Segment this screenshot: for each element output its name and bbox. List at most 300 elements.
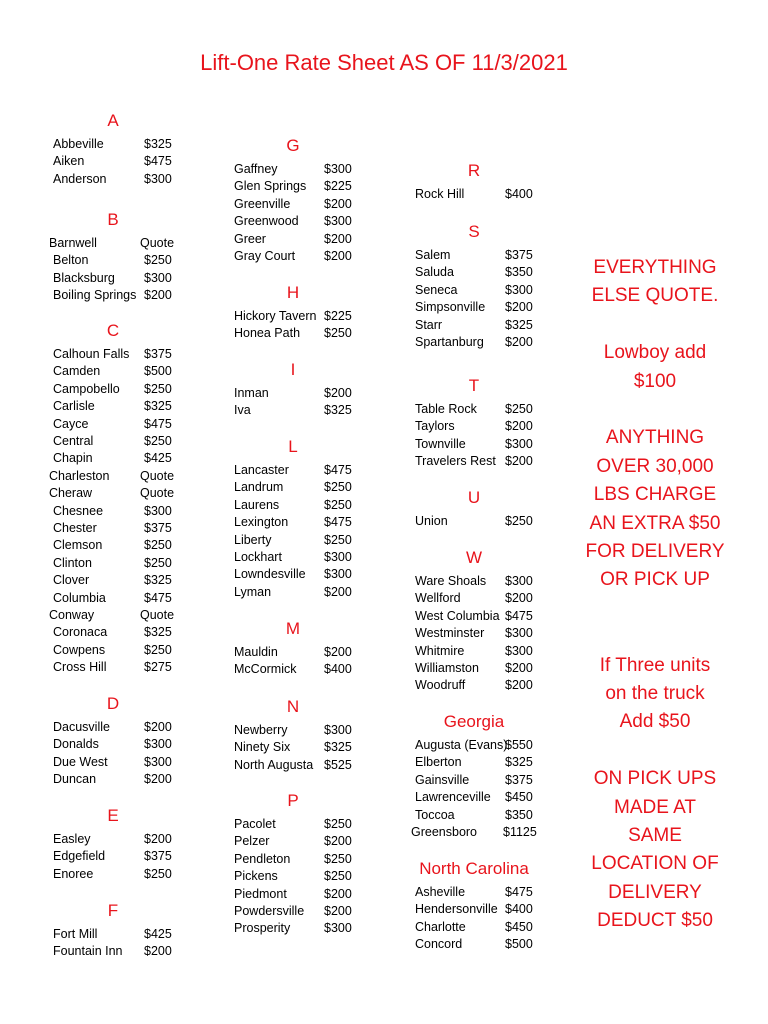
rate-price: $200: [324, 386, 352, 400]
city-name: Gainsville: [415, 772, 470, 787]
rate-price: $250: [144, 866, 172, 881]
rate-price: $250: [144, 555, 172, 570]
rate-price: $475: [505, 885, 533, 899]
city-name: Woodruff: [415, 678, 466, 693]
rate-row: [415, 789, 555, 806]
city-name: Abbeville: [53, 137, 104, 151]
rate-row: [53, 381, 194, 398]
rate-price: $250: [324, 869, 352, 884]
rate-row: [415, 334, 555, 351]
rate-row: [234, 402, 374, 419]
rate-row: [234, 479, 374, 496]
rate-price: $550: [505, 738, 533, 752]
rate-price: $200: [324, 249, 352, 263]
city-name: Powdersville: [234, 904, 305, 918]
note-line: DEDUCT $50: [597, 910, 713, 932]
note-line: SAME: [628, 825, 682, 847]
city-name: Cross Hill: [53, 660, 107, 675]
city-name: Fountain Inn: [53, 944, 123, 959]
rate-row: [415, 186, 555, 203]
rate-price: $375: [144, 521, 172, 535]
rate-price: $200: [144, 772, 172, 787]
section-heading: H: [286, 283, 300, 302]
rate-price: $250: [144, 381, 172, 396]
city-name: Westminster: [415, 626, 485, 641]
rate-price: $250: [324, 817, 352, 831]
rate-price: $300: [324, 567, 352, 582]
rate-price: $1125: [503, 825, 537, 839]
city-name: Seneca: [415, 282, 458, 297]
rate-row: [415, 737, 555, 754]
city-name: North Augusta: [234, 757, 314, 772]
rate-row: [415, 299, 555, 316]
city-name: Pacolet: [234, 817, 276, 831]
city-name: Hickory Tavern: [234, 309, 317, 323]
rate-price: $475: [324, 463, 352, 477]
city-name: Carlisle: [53, 399, 95, 414]
rate-price: $375: [505, 248, 533, 262]
section-heading: T: [468, 376, 480, 395]
rate-row: [415, 513, 555, 530]
city-name: Boiling Springs: [53, 288, 137, 303]
city-name: Gray Court: [234, 249, 296, 263]
rate-row: [415, 590, 555, 607]
city-name: Belton: [53, 253, 89, 268]
city-name: Enoree: [53, 866, 94, 881]
rate-row: [234, 868, 374, 885]
rate-row: [53, 736, 194, 753]
rate-row: [234, 178, 374, 195]
section-heading: A: [107, 111, 119, 130]
rate-price: $400: [324, 662, 352, 677]
rate-row: [415, 936, 555, 953]
rate-price: $200: [505, 454, 533, 469]
city-name: Fort Mill: [53, 927, 98, 941]
note-line: OR PICK UP: [600, 569, 710, 591]
rate-row: [234, 532, 374, 549]
rate-price: $250: [144, 253, 172, 268]
section-heading: R: [467, 161, 481, 180]
rate-row: [415, 901, 555, 918]
rate-price: $325: [324, 403, 352, 418]
rate-row: [53, 433, 194, 450]
rate-row: [53, 287, 194, 304]
rate-row: [53, 590, 194, 607]
city-name: Easley: [53, 832, 91, 846]
rate-price: $300: [505, 643, 533, 658]
rate-row: [53, 520, 194, 537]
section-heading: I: [290, 360, 296, 379]
city-name: Piedmont: [234, 886, 287, 901]
city-name: Taylors: [415, 419, 455, 434]
city-name: Charlotte: [415, 919, 466, 934]
rate-price: $250: [324, 480, 352, 495]
city-name: Elberton: [415, 755, 462, 770]
city-name: Newberry: [234, 723, 288, 737]
rate-price: $300: [144, 754, 172, 769]
section-heading: M: [285, 619, 301, 638]
city-name: Saluda: [415, 265, 454, 280]
city-name: Landrum: [234, 480, 284, 495]
rate-price: $300: [324, 550, 352, 564]
note-line: $100: [633, 370, 677, 392]
city-name: Honea Path: [234, 326, 301, 341]
rate-price: $300: [144, 737, 172, 752]
note-line: DELIVERY: [608, 881, 702, 903]
rate-row: [234, 325, 374, 342]
city-name: Wellford: [415, 591, 461, 606]
rate-row: [53, 866, 194, 883]
city-name: Ware Shoals: [415, 574, 487, 588]
rate-row: [53, 754, 194, 771]
rate-row: [53, 398, 194, 415]
rate-price: $250: [144, 538, 172, 553]
city-name: Inman: [234, 386, 269, 400]
rate-price: $325: [144, 625, 172, 640]
rate-row: [415, 436, 555, 453]
rate-row: [49, 607, 194, 624]
rate-price: $400: [505, 187, 533, 201]
rate-row: [415, 772, 555, 789]
rate-price: $200: [505, 335, 533, 349]
note-line: LBS CHARGE: [593, 484, 717, 506]
city-name: Duncan: [53, 772, 97, 787]
rate-price: $200: [144, 720, 172, 734]
rate-price: $300: [324, 921, 352, 936]
city-name: Greenville: [234, 196, 291, 211]
rate-row: [53, 171, 194, 188]
rate-price: $200: [505, 300, 533, 315]
rate-price: $300: [505, 436, 533, 451]
city-name: Columbia: [53, 590, 106, 605]
city-name: Toccoa: [415, 807, 455, 822]
city-name: Donalds: [53, 737, 99, 752]
rate-row: [53, 136, 194, 153]
city-name: Chesnee: [53, 503, 104, 518]
city-name: Greensboro: [411, 825, 478, 839]
rate-price: $325: [144, 573, 172, 588]
rate-price: $450: [505, 919, 533, 934]
rate-price: $200: [324, 231, 352, 246]
rate-row: [415, 608, 555, 625]
city-name: Clemson: [53, 538, 103, 553]
rate-price: $450: [505, 790, 533, 805]
rate-price: $250: [324, 326, 352, 341]
rate-price: $475: [144, 154, 172, 169]
section-heading: North Carolina: [419, 859, 529, 878]
rate-row: [53, 771, 194, 788]
rate-price: $250: [324, 532, 352, 547]
rate-row: [234, 833, 374, 850]
rate-row: [415, 625, 555, 642]
rate-row: [53, 642, 194, 659]
city-name: Chapin: [53, 451, 93, 466]
rate-price: $200: [324, 645, 352, 659]
note-line: EVERYTHING: [593, 257, 717, 278]
rate-price: $200: [324, 584, 352, 599]
rate-price: $200: [324, 904, 352, 918]
note-line: MADE AT: [614, 796, 696, 818]
rate-row: [53, 926, 194, 943]
rate-row: [234, 722, 374, 739]
rate-price: $300: [505, 626, 533, 641]
city-name: Central: [53, 434, 94, 448]
rate-price: $275: [144, 660, 172, 675]
note-line: Add $50: [619, 711, 691, 733]
city-name: Augusta (Evans): [415, 738, 508, 752]
city-name: Edgefield: [53, 849, 106, 864]
city-name: Coronaca: [53, 625, 108, 640]
note-line: ANYTHING: [605, 427, 705, 449]
city-name: Dacusville: [53, 720, 110, 734]
rate-row: [234, 903, 374, 920]
rate-price: $200: [505, 678, 533, 693]
city-name: McCormick: [234, 662, 297, 677]
rate-price: $200: [324, 886, 352, 901]
rate-price: $200: [324, 196, 352, 211]
rate-price: $300: [144, 171, 172, 186]
rate-row: [234, 851, 374, 868]
city-name: Mauldin: [234, 645, 278, 659]
rate-row: [53, 270, 194, 287]
rate-price: $500: [144, 364, 172, 379]
note-line: ON PICK UPS: [593, 768, 717, 790]
rate-price: $300: [324, 723, 352, 737]
rate-price: $475: [324, 515, 352, 530]
rate-price: $250: [324, 497, 352, 512]
section-heading: B: [107, 210, 119, 229]
rate-row: [234, 920, 374, 937]
section-heading: D: [106, 694, 120, 713]
rate-row: [415, 401, 555, 418]
rate-row: [234, 231, 374, 248]
rate-row: [234, 497, 374, 514]
city-name: Anderson: [53, 171, 107, 186]
city-name: Pendleton: [234, 851, 291, 866]
rate-price: $475: [505, 608, 533, 623]
rate-price: $325: [144, 137, 172, 151]
rate-row: [234, 566, 374, 583]
rate-row: [53, 848, 194, 865]
section-heading: N: [286, 697, 300, 716]
rate-price: $300: [324, 214, 352, 229]
rate-row: [234, 213, 374, 230]
rate-price: $325: [505, 755, 533, 770]
rate-row: [234, 886, 374, 903]
rate-row: [53, 943, 194, 960]
city-name: Pickens: [234, 869, 278, 884]
city-name: Prosperity: [234, 921, 291, 936]
rate-row: [53, 659, 194, 676]
rate-price: $475: [144, 590, 172, 605]
city-name: Hendersonville: [415, 902, 498, 917]
note-line: If Three units: [599, 654, 711, 676]
city-name: Due West: [53, 754, 108, 769]
rate-price: $425: [144, 451, 172, 466]
rate-price: $350: [505, 265, 533, 280]
city-name: Travelers Rest: [415, 454, 496, 469]
rate-price: Quote: [140, 486, 175, 501]
rate-price: $425: [144, 927, 172, 941]
rate-price: $225: [324, 309, 352, 323]
section-heading: S: [468, 222, 480, 241]
city-name: Conway: [49, 608, 95, 622]
page-title: Lift-One Rate Sheet AS OF 11/3/2021: [200, 50, 568, 75]
rate-row: [53, 346, 194, 363]
rate-row: [49, 485, 194, 502]
rate-price: $300: [144, 270, 172, 285]
city-name: Ninety Six: [234, 740, 291, 755]
section-heading: G: [286, 136, 300, 155]
city-name: Calhoun Falls: [53, 347, 130, 361]
rate-price: $500: [505, 937, 533, 952]
rate-row: [234, 644, 374, 661]
rate-row: [53, 555, 194, 572]
section-heading: C: [106, 321, 120, 340]
city-name: Greenwood: [234, 214, 299, 229]
note-line: AN EXTRA $50: [589, 512, 721, 534]
rate-row: [49, 468, 194, 485]
city-name: West Columbia: [415, 608, 500, 623]
city-name: Lexington: [234, 515, 289, 530]
city-name: Blacksburg: [53, 270, 115, 285]
note-line: FOR DELIVERY: [585, 541, 725, 563]
city-name: Salem: [415, 248, 451, 262]
city-name: Townville: [415, 436, 466, 451]
rate-price: $250: [324, 851, 352, 866]
rate-price: $400: [505, 902, 533, 917]
section-heading: E: [107, 806, 119, 825]
city-name: Barnwell: [49, 236, 97, 250]
rate-price: $250: [144, 434, 172, 448]
note-line: ELSE QUOTE.: [591, 285, 719, 307]
rate-row: [234, 308, 374, 325]
rate-price: $250: [505, 402, 533, 416]
section-heading: F: [107, 901, 119, 920]
rate-row: [415, 919, 555, 936]
rate-price: $300: [505, 282, 533, 297]
city-name: Clover: [53, 573, 90, 588]
rate-row: [415, 247, 555, 264]
rate-price: $200: [144, 944, 172, 959]
note-line: Lowboy add: [603, 342, 707, 364]
rate-price: $375: [505, 772, 533, 787]
rate-price: $375: [144, 347, 172, 361]
city-name: Glen Springs: [234, 179, 307, 194]
rate-row: [415, 418, 555, 435]
rate-row: [411, 824, 555, 841]
rate-price: $225: [324, 179, 352, 194]
city-name: Spartanburg: [415, 335, 484, 349]
rate-row: [234, 514, 374, 531]
city-name: Lancaster: [234, 463, 289, 477]
rate-row: [53, 363, 194, 380]
rate-row: [415, 754, 555, 771]
city-name: Aiken: [53, 154, 85, 169]
rate-row: [53, 537, 194, 554]
rate-price: $250: [505, 514, 533, 528]
rate-row: [234, 661, 374, 678]
rate-price: $200: [144, 832, 172, 846]
rate-price: $200: [505, 419, 533, 434]
rate-price: $200: [505, 661, 533, 675]
city-name: Cheraw: [49, 486, 93, 501]
rate-price: $350: [505, 807, 533, 822]
rate-row: [49, 235, 194, 252]
city-name: Camden: [53, 364, 101, 379]
city-name: Clinton: [53, 555, 92, 570]
rate-row: [415, 264, 555, 281]
rate-row: [415, 282, 555, 299]
city-name: Pelzer: [234, 834, 270, 849]
rate-row: [415, 453, 555, 470]
rate-price: $475: [144, 416, 172, 431]
city-name: Greer: [234, 231, 266, 246]
rate-price: $200: [144, 288, 172, 303]
notes-panel: [583, 254, 727, 936]
section-heading: L: [288, 437, 298, 456]
rate-price: $300: [144, 503, 172, 518]
section-heading: W: [465, 548, 483, 567]
rate-row: [234, 248, 374, 265]
rate-row: [53, 572, 194, 589]
rate-price: $375: [144, 849, 172, 864]
rate-price: $300: [324, 162, 352, 176]
section-heading: Georgia: [443, 712, 505, 731]
note-line: LOCATION OF: [591, 853, 719, 875]
rate-price: Quote: [140, 236, 175, 250]
city-name: Chester: [53, 521, 97, 535]
city-name: Laurens: [234, 497, 280, 512]
city-name: Gaffney: [234, 162, 278, 176]
rate-row: [234, 757, 374, 774]
rate-row: [415, 660, 555, 677]
rate-price: Quote: [140, 608, 175, 622]
city-name: Asheville: [415, 885, 466, 899]
city-name: Starr: [415, 317, 443, 332]
rate-row: [415, 677, 555, 694]
city-name: Lockhart: [234, 550, 282, 564]
city-name: Lawrenceville: [415, 790, 491, 805]
rate-row: [234, 385, 374, 402]
rate-row: [234, 816, 374, 833]
section-heading: U: [467, 488, 481, 507]
rate-price: $325: [505, 317, 533, 332]
city-name: Cowpens: [53, 642, 106, 657]
note-line: OVER 30,000: [596, 455, 714, 477]
city-name: Campobello: [53, 381, 120, 396]
rate-row: [234, 739, 374, 756]
rate-row: [53, 252, 194, 269]
city-name: Whitmire: [415, 643, 465, 658]
rate-price: Quote: [140, 468, 175, 483]
rate-row: [234, 196, 374, 213]
rate-price: $200: [324, 834, 352, 849]
rate-row: [415, 573, 555, 590]
city-name: Rock Hill: [415, 187, 465, 201]
city-name: Lyman: [234, 584, 272, 599]
city-name: Table Rock: [415, 402, 477, 416]
rate-price: $525: [324, 757, 352, 772]
city-name: Liberty: [234, 532, 272, 547]
rate-row: [234, 161, 374, 178]
rate-price: $325: [324, 740, 352, 755]
note-line: on the truck: [605, 683, 705, 705]
city-name: Concord: [415, 937, 463, 952]
rate-row: [53, 153, 194, 170]
rate-price: $325: [144, 399, 172, 414]
rate-row: [415, 807, 555, 824]
